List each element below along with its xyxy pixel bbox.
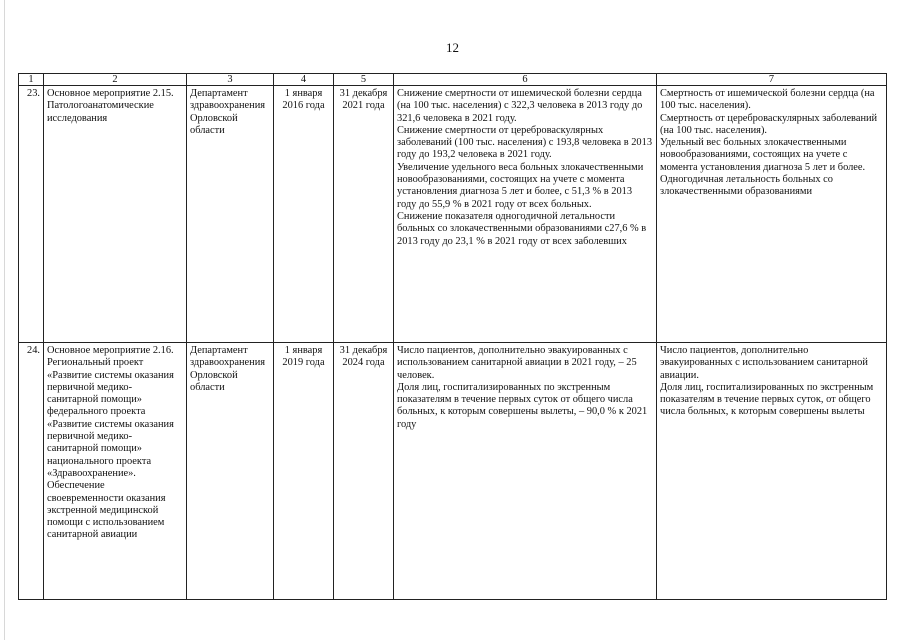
column-number: 5 [334, 74, 394, 86]
indicator-text: Смертность от цереброваскулярных заболеваний (на 100 тыс. населения). [660, 112, 878, 136]
indicator-text: Удельный вес больных злокачественными новообразованиями, состоящих на учете с момента установления диагноза 5 лет и более. [660, 137, 866, 173]
expected-results [394, 343, 657, 600]
result-text: Снижение смертности от цереброваскулярных заболеваний (100 тыс. населения) с 193,8 человека в 2013 году до 193,2 человека в 2021 году. [397, 124, 653, 161]
table-row [19, 86, 887, 343]
column-number-row [19, 74, 887, 86]
row-number: 23. [19, 86, 44, 343]
column-number: 1 [19, 74, 44, 86]
indicator-text: Доля лиц, госпитализированных по экстренным показателям в течение первых суток, от общего числа больных, к которым совершены вылеты [660, 381, 874, 418]
result-text: Увеличение удельного веса больных злокачественными новообразованиями, состоящих на учете с момента установления диагноза 5 лет и более, с 51,3 % в 2013 году до 55,9 % в 2021 году от всех больных. [397, 161, 644, 210]
target-indicators [657, 86, 887, 343]
responsible-executor: Департамент здравоохранения Орловской области [187, 86, 274, 343]
result-text: Доля лиц, госпитализированных по экстренным показателям в течение первых суток от общего числа больных, к которым совершены вылеты, – 90,0 % к 2021 году [397, 381, 648, 430]
column-number: 4 [274, 74, 334, 86]
result-text: Снижение смертности от ишемической болезни сердца (на 100 тыс. населения) с 322,3 человека в 2013 году до 321,6 человека в 2021 году. [397, 88, 643, 124]
indicator-text: Число пациентов, дополнительно эвакуированных с использованием санитарной авиации. [660, 345, 868, 381]
indicator-text: Одногодичная летальность больных со злокачественными образованиями [660, 174, 833, 198]
page-number: 12 [446, 40, 459, 55]
indicator-text: Смертность от ишемической болезни сердца (на 100 тыс. населения). [660, 88, 875, 112]
table-row [19, 343, 887, 600]
row-number: 24. [19, 343, 44, 600]
column-number: 3 [187, 74, 274, 86]
program-measures-table [18, 73, 887, 600]
target-indicators [657, 343, 887, 600]
expected-results [394, 86, 657, 343]
scan-edge-line [4, 0, 5, 640]
column-number: 7 [657, 74, 887, 86]
result-text: Число пациентов, дополнительно эвакуированных с использованием санитарной авиации в 2021 году, – 25 человек. [397, 345, 637, 381]
start-date: 1 января 2016 года [274, 86, 334, 343]
end-date: 31 декабря 2021 года [334, 86, 394, 343]
column-number: 2 [44, 74, 187, 86]
start-date: 1 января 2019 года [274, 343, 334, 600]
responsible-executor: Департамент здравоохранения Орловской области [187, 343, 274, 600]
measure-name: Основное мероприятие 2.15. Патологоанатомические исследования [44, 86, 187, 343]
result-text: Снижение показателя одногодичной летальности больных со злокачественными образованиями с27,6 % в 2013 году до 23,1 % в 2021 году от всех заболевших [397, 210, 647, 247]
column-number: 6 [394, 74, 657, 86]
end-date: 31 декабря 2024 года [334, 343, 394, 600]
measure-name: Основное мероприятие 2.16. Региональный проект «Развитие системы оказания первичной медико-санитарной помощи» федерального проекта «Развитие системы оказания первичной медико-санитарной помощи» национального проекта «Здравоохранение». Обеспечение своевременности оказания экстренной медицинской помощи с использованием санитарной авиации [44, 343, 187, 600]
